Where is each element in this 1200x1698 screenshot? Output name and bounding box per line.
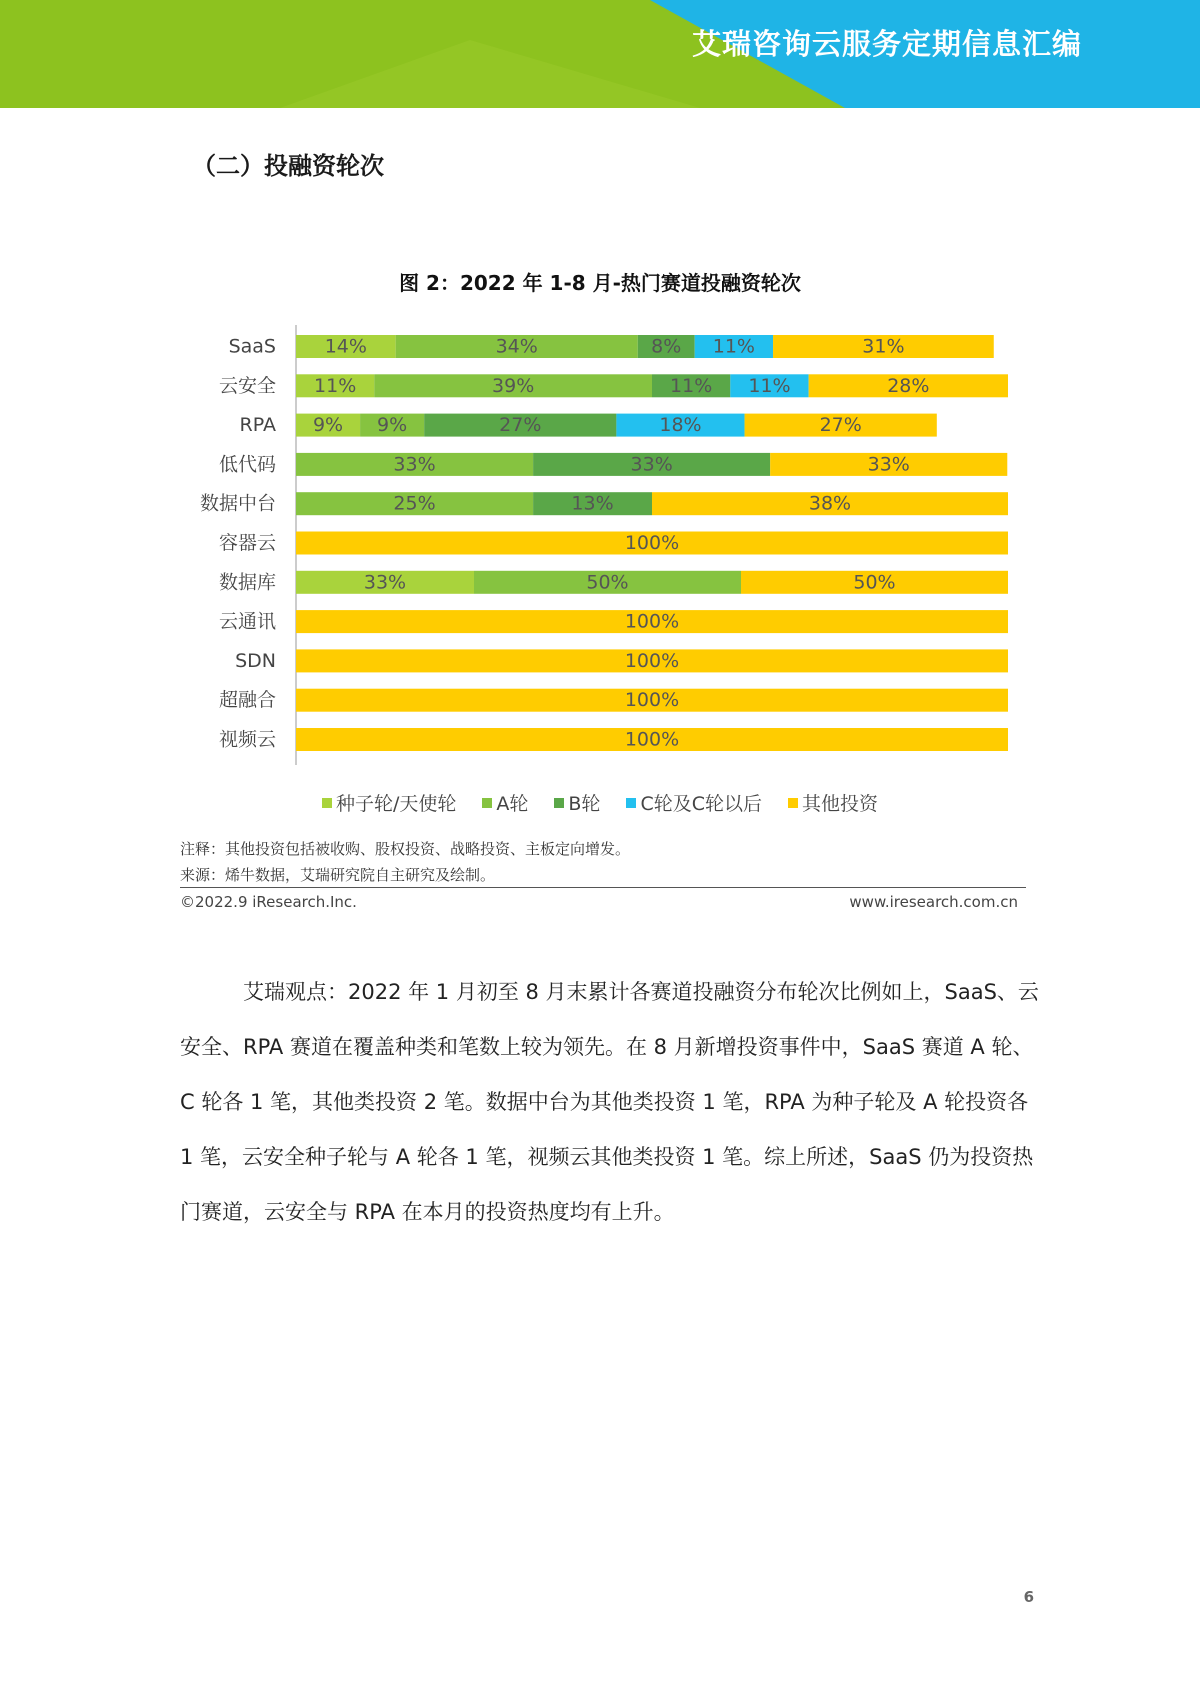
data-label: 38%: [808, 492, 852, 515]
data-label: 100%: [624, 649, 680, 672]
legend-item: [626, 789, 762, 816]
data-label: 33%: [393, 453, 436, 476]
data-label: 9%: [312, 414, 344, 437]
legend-label: 其他投资: [801, 793, 878, 815]
data-label: 100%: [624, 689, 680, 712]
legend-swatch: [554, 798, 564, 808]
category-label: 视频云: [218, 728, 276, 751]
data-label: 8%: [651, 335, 682, 358]
chart-note: 注释：其他投资包括被收购、股权投资、战略投资、主板定向增发。: [180, 840, 631, 858]
legend-item: [554, 789, 600, 816]
data-label: 100%: [624, 728, 680, 751]
data-label: 33%: [630, 453, 673, 476]
data-label: 13%: [571, 492, 614, 515]
page-number: 6: [1023, 1588, 1034, 1606]
data-label: 11%: [748, 374, 791, 397]
chart-title: 图 2：2022 年 1-8 月-热门赛道投融资轮次: [399, 271, 801, 295]
category-label: RPA: [239, 414, 276, 437]
chart-source: 来源：烯牛数据，艾瑞研究院自主研究及绘制。: [180, 866, 496, 884]
data-label: 50%: [586, 571, 629, 594]
data-label: 33%: [363, 571, 407, 594]
category-label: 低代码: [218, 453, 276, 476]
website-link: www.iresearch.com.cn: [849, 893, 1018, 911]
legend-label: B轮: [568, 793, 601, 815]
data-label: 25%: [393, 492, 436, 515]
category-label: 云通讯: [218, 610, 276, 633]
paragraph-line: 艾瑞观点：2022 年 1 月初至 8 月末累计各赛道投融资分布轮次比例如上，SaaS、云: [243, 980, 1039, 1004]
chart-legend: [0, 789, 1200, 816]
data-label: 28%: [887, 374, 930, 397]
header-banner: [0, 0, 1200, 108]
data-label: 11%: [670, 374, 713, 397]
copyright: ©2022.9 iResearch.Inc.: [180, 893, 357, 911]
header-title: 艾瑞咨询云服务定期信息汇编: [691, 27, 1082, 61]
category-label: 超融合: [218, 689, 276, 712]
category-label: 数据中台: [199, 492, 276, 515]
paragraph-line: 门赛道，云安全与 RPA 在本月的投资热度均有上升。: [180, 1200, 675, 1224]
legend-swatch: [322, 798, 332, 808]
paragraph-line: 安全、RPA 赛道在覆盖种类和笔数上较为领先。在 8 月新增投资事件中，SaaS 赛道 A 轮、: [180, 1035, 1034, 1059]
legend-item: [482, 789, 528, 816]
data-label: 31%: [862, 335, 905, 358]
category-label: 容器云: [218, 532, 276, 554]
category-label: SDN: [235, 649, 276, 672]
paragraph-line: C 轮各 1 笔，其他类投资 2 笔。数据中台为其他类投资 1 笔，RPA 为种子轮及 A 轮投资各: [180, 1090, 1029, 1114]
paragraph-line: 1 笔，云安全种子轮与 A 轮各 1 笔，视频云其他类投资 1 笔。综上所述，SaaS 仍为投资热: [180, 1145, 1034, 1169]
section-heading: （二）投融资轮次: [192, 152, 384, 180]
data-label: 11%: [314, 374, 357, 397]
data-label: 50%: [853, 571, 896, 594]
legend-item: [788, 789, 878, 816]
data-label: 27%: [819, 414, 862, 437]
divider: [180, 887, 1026, 888]
analysis-paragraph: [180, 965, 1039, 1240]
category-label: SaaS: [228, 335, 276, 358]
data-label: 11%: [712, 335, 755, 358]
data-label: 14%: [324, 335, 367, 358]
legend-item: [322, 789, 456, 816]
data-label: 100%: [624, 610, 680, 633]
legend-swatch: [788, 798, 798, 808]
data-label: 27%: [499, 414, 542, 437]
category-label: 数据库: [218, 571, 276, 594]
stacked-bar-chart: [180, 325, 1020, 765]
legend-label: A轮: [496, 793, 529, 815]
legend-label: 种子轮/天使轮: [335, 793, 457, 815]
data-label: 100%: [624, 532, 680, 554]
category-label: 云安全: [218, 374, 276, 397]
legend-swatch: [626, 798, 636, 808]
data-label: 33%: [867, 453, 910, 476]
legend-label: C轮及C轮以后: [640, 793, 762, 815]
legend-swatch: [482, 798, 492, 808]
data-label: 34%: [495, 335, 538, 358]
data-label: 39%: [492, 374, 535, 397]
data-label: 18%: [659, 414, 702, 437]
data-label: 9%: [377, 414, 408, 437]
